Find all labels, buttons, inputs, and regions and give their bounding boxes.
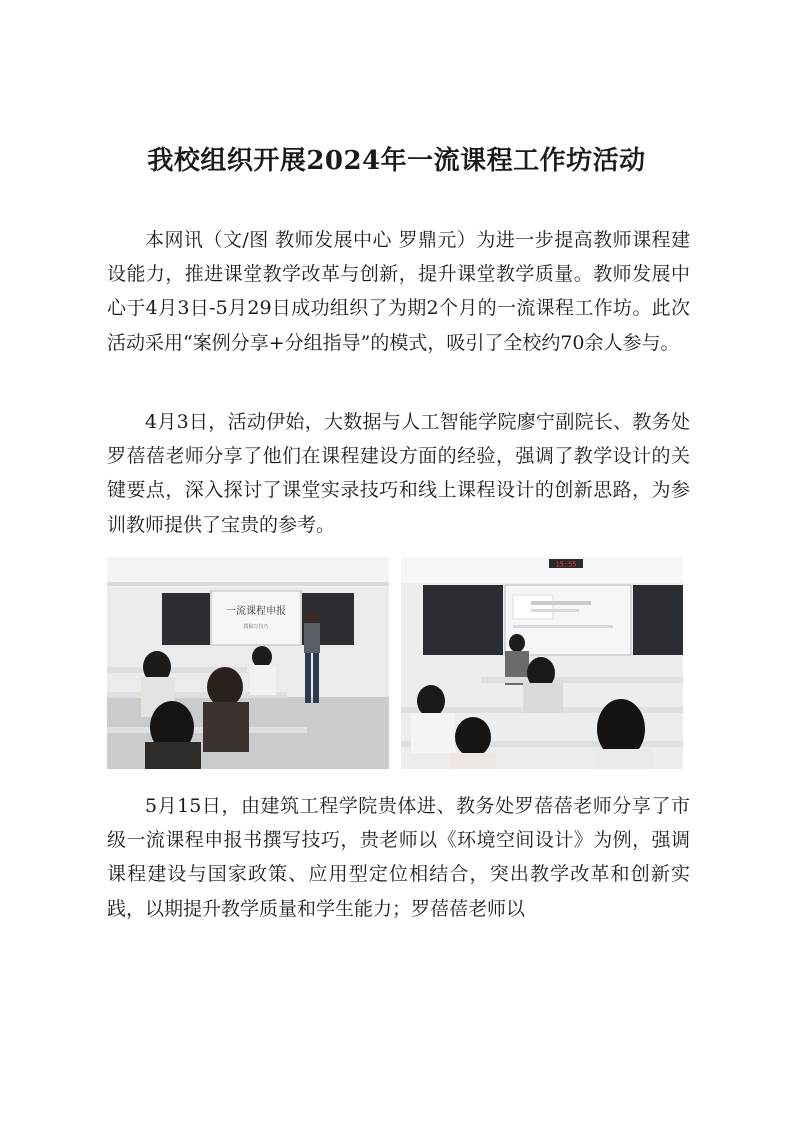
photo-lecture-right [401, 557, 683, 769]
paragraph-text: 5月15日，由建筑工程学院贵体进、教务处罗蓓蓓老师分享了市级一流课程申报书撰写技巧，贵老师以《环境空间设计》为例，强调课程建设与国家政策、应用型定位相结合，突出教学改革和创新实践，以期提升教学质量和学生能力；罗蓓蓓老师以 [107, 795, 690, 920]
wall-clock: 15:55 [555, 560, 577, 569]
paragraph-2 [107, 405, 690, 542]
screen-title: 一流课程申报 [226, 606, 286, 617]
photo-lecture-left [107, 557, 389, 769]
paragraph-3 [107, 789, 690, 926]
photo-lecture-left-image [107, 557, 389, 769]
page-title: 我校组织开展2024年一流课程工作坊活动 [147, 146, 646, 176]
paragraph-text: 4月3日，活动伊始，大数据与人工智能学院廖宁副院长、教务处罗蓓蓓老师分享了他们在课程建设方面的经验，强调了教学设计的关键要点，深入探讨了课堂实录技巧和线上课程设计的创新思路，为参训教师提供了宝贵的参考。 [107, 411, 690, 536]
paragraph-1 [107, 223, 690, 360]
photo-row [107, 557, 683, 769]
photo-lecture-right-image [401, 557, 683, 769]
screen-subtitle: 撰稿写技巧 [243, 624, 269, 630]
paragraph-text: 本网讯（文/图 教师发展中心 罗鼎元）为进一步提高教师课程建设能力，推进课堂教学改革与创新，提升课堂教学质量。教师发展中心于4月3日-5月29日成功组织了为期2个月的一流课程工作坊。此次活动采用“案例分享+分组指导”的模式，吸引了全校约70余人参与。 [107, 229, 690, 354]
